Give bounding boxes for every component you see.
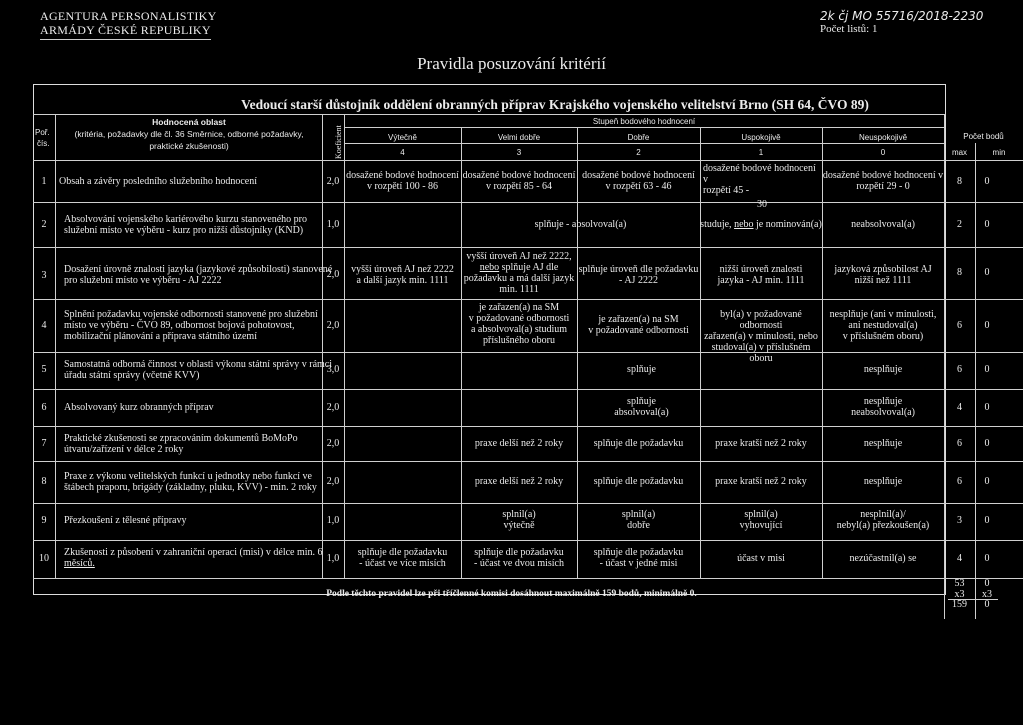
row-area: Absolvování vojenského kariérového kurzu stanoveného pro služební místo ve výběru - kurz pro nižší důstojníky (KND) <box>64 214 307 236</box>
row-4-degree-2: je zařazen(a) na SM v požadované odbornosti <box>588 314 689 336</box>
row-number: 10 <box>39 553 49 564</box>
grid-line <box>975 143 976 619</box>
row-koef: 1,0 <box>326 515 340 526</box>
row-3-degree-1: nižší úroveň znalosti jazyka - AJ min. 1111 <box>717 264 805 286</box>
row-min: 0 <box>984 219 990 230</box>
row-2-degree-3: splňuje - absolvoval(a) <box>534 219 627 230</box>
multiplier-min: x3 <box>982 589 992 600</box>
row-8-degree-0: nesplňuje <box>863 476 903 487</box>
row-3-degree-4: vyšší úroveň AJ než 2222 a další jazyk min. 1111 <box>351 264 454 286</box>
row-max: 6 <box>957 364 962 375</box>
row-min: 0 <box>984 364 990 375</box>
row-koef: 2,0 <box>326 438 340 449</box>
row-koef: 3,0 <box>326 364 340 375</box>
row-2-degree-0: neabsolvoval(a) <box>851 219 915 230</box>
row-max: 6 <box>957 320 962 331</box>
row-4-degree-3: je zařazen(a) na SM v požadované odbornosti a absolvoval(a) studium příslušného oboru <box>468 302 570 346</box>
row-number: 9 <box>41 515 47 526</box>
header-cis: čís. <box>37 139 50 148</box>
grid-line <box>33 352 1023 353</box>
row-koef: 1,0 <box>326 219 340 230</box>
header-degree-2: Dobře <box>627 133 650 142</box>
attachment-reference <box>820 9 983 23</box>
row-min: 0 <box>984 553 990 564</box>
header-area-line2: (kritéria, požadavky dle čl. 36 Směrnice, odborné požadavky, <box>74 129 304 139</box>
page-count: Počet listů: 1 <box>820 23 878 35</box>
header-points-0: 0 <box>880 148 886 157</box>
row-5-degree-2: splňuje <box>627 364 656 375</box>
row-area: Praktické zkušenosti se zpracováním dokumentů BoMoPo útvaru/zařízení v délce 2 roky <box>64 433 298 455</box>
row-number: 2 <box>41 219 47 230</box>
row-8-degree-1: praxe kratší než 2 roky <box>715 476 807 487</box>
org-line-1: AGENTURA PERSONALISTIKY <box>40 9 217 23</box>
header-points-2: 2 <box>636 148 641 157</box>
row-area: Přezkoušení z tělesné přípravy <box>64 515 187 526</box>
row-2-degree-1: studuje, nebo je nominován(a) <box>700 219 822 230</box>
row-3-degree-3: vyšší úroveň AJ než 2222, nebo splňuje AJ dle požadavku a má další jazyk min. 1111 <box>463 251 575 295</box>
document-title: Pravidla posuzování kritérií <box>417 54 606 73</box>
row-area: Absolvovaný kurz obranných příprav <box>64 402 214 413</box>
footer-note: Podle těchto pravidel lze při tříčlenné komisi dosáhnout maximálně 159 bodů, minimálně 0. <box>326 589 697 599</box>
row-max: 8 <box>957 176 962 187</box>
row-9-degree-2: splnil(a) dobře <box>621 509 656 531</box>
row-max: 4 <box>957 553 962 564</box>
row-koef: 2,0 <box>326 402 340 413</box>
row-6-degree-2: splňuje absolvoval(a) <box>614 396 669 418</box>
row-number: 1 <box>41 176 47 187</box>
row-1-degree-1: dosažené bodové hodnocení v rozpětí 45 - 30 <box>703 163 816 210</box>
header-max: max <box>951 148 968 157</box>
row-number: 3 <box>41 270 47 281</box>
row-9-degree-0: nesplnil(a)/ nebyl(a) přezkoušen(a) <box>836 509 930 531</box>
row-7-degree-2: splňuje dle požadavku <box>593 438 684 449</box>
row-number: 7 <box>41 438 47 449</box>
row-min: 0 <box>984 515 990 526</box>
grid-line <box>33 426 1023 427</box>
row-8-degree-2: splňuje dle požadavku <box>593 476 684 487</box>
header-points-title: Počet bodů <box>963 132 1004 141</box>
grid-line <box>344 143 944 144</box>
header-area-line3: praktické zkušenosti) <box>149 141 229 151</box>
row-9-degree-1: splnil(a) vyhovující <box>739 509 783 531</box>
header-points-3: 3 <box>516 148 522 157</box>
row-min: 0 <box>984 320 990 331</box>
header-degree-1: Uspokojivě <box>741 133 781 142</box>
total-min: 0 <box>984 578 990 589</box>
row-max: 3 <box>957 515 962 526</box>
row-10-degree-2: splňuje dle požadavku - účast v jedné misi <box>593 547 684 569</box>
row-max: 4 <box>957 402 962 413</box>
row-8-degree-3: praxe delší než 2 roky <box>474 476 564 487</box>
row-min: 0 <box>984 476 990 487</box>
header-points-1: 1 <box>758 148 764 157</box>
row-min: 0 <box>984 402 990 413</box>
row-10-degree-3: splňuje dle požadavku - účast ve dvou misích <box>474 547 564 569</box>
grid-line <box>33 540 1023 541</box>
position-subtitle: Vedoucí starší důstojník oddělení obranných příprav Krajského vojenského velitelství Brno (SH 64, ČVO 89) <box>241 97 869 112</box>
header-area-title: Hodnocená oblast <box>152 117 226 127</box>
attachment-handwritten: 2k čj MO 55716/2018-2230 <box>820 9 984 23</box>
org-line-2: ARMÁDY ČESKÉ REPUBLIKY <box>40 23 211 40</box>
row-area: Samostatná odborná činnost v oblasti výkonu státní správy v rámci úřadu státní správy (včetně KVV) <box>64 359 333 381</box>
header-degree-4: Výtečně <box>388 133 417 142</box>
total-max: 53 <box>954 578 965 589</box>
row-max: 6 <box>957 476 962 487</box>
row-1-degree-2: dosažené bodové hodnocení v rozpětí 63 - 46 <box>582 170 695 192</box>
multiplier-max: x3 <box>954 589 965 600</box>
row-9-degree-3: splnil(a) výtečně <box>502 509 536 531</box>
row-1-degree-3: dosažené bodové hodnocení v rozpětí 85 - 64 <box>462 170 576 192</box>
grid-line <box>33 247 1023 248</box>
grid-line <box>33 461 1023 462</box>
row-number: 5 <box>41 364 47 375</box>
row-area: Obsah a závěry posledního služebního hodnocení <box>59 176 258 187</box>
row-number: 8 <box>41 476 47 487</box>
grid-line <box>33 389 1023 390</box>
row-min: 0 <box>984 267 990 278</box>
header-degree-title: Stupeň bodového hodnocení <box>592 117 696 126</box>
row-3-degree-2: splňuje úroveň dle požadavku - AJ 2222 <box>578 264 699 286</box>
row-min: 0 <box>984 176 990 187</box>
row-koef: 1,0 <box>326 553 340 564</box>
header-degree-3: Velmi dobře <box>497 133 541 142</box>
header-min: min <box>992 148 1006 157</box>
row-number: 4 <box>41 320 47 331</box>
row-1-degree-4: dosažené bodové hodnocení v rozpětí 100 - 86 <box>346 170 459 192</box>
row-area: Dosažení úrovně znalosti jazyka (jazykové způsobilosti) stanovené pro služební místo ve výběru - AJ 2222 <box>64 264 333 286</box>
row-10-degree-1: účast v misi <box>737 553 785 564</box>
grid-line <box>33 299 1023 300</box>
row-3-degree-0: jazyková způsobilost AJ nižší než 1111 <box>834 264 932 286</box>
row-number: 6 <box>41 402 47 413</box>
grand-total-min: 0 <box>984 599 990 610</box>
grand-total-max: 159 <box>952 599 967 610</box>
row-4-degree-0: nesplňuje (ani v minulosti, ani nestudoval(a) v příslušném oboru) <box>829 309 937 342</box>
row-4-degree-1: byl(a) v požadované odbornosti zařazen(a) v minulosti, nebo studoval(a) v příslušném oboru <box>704 309 818 364</box>
row-max: 6 <box>957 438 962 449</box>
row-7-degree-3: praxe delší než 2 roky <box>474 438 564 449</box>
row-6-degree-0: nesplňuje neabsolvoval(a) <box>851 396 915 418</box>
grid-line <box>33 160 1023 161</box>
row-max: 8 <box>957 267 962 278</box>
row-koef: 2,0 <box>326 320 340 331</box>
row-area: Splnění požadavku vojenské odbornosti stanovené pro služební místo ve výběru - ČVO 89, odbornost bojová pohotovost, mobilizační plánování a příprava státního území <box>64 309 318 342</box>
row-10-degree-0: nezúčastnil(a) se <box>849 553 917 564</box>
grid-line <box>33 114 944 115</box>
row-area: Zkušenosti z působení v zahraniční operaci (misi) v délce min. 6 měsíců. <box>64 547 323 569</box>
grid-line <box>55 114 56 578</box>
header-koeficient: Koeficient <box>334 125 343 159</box>
row-max: 2 <box>957 219 962 230</box>
grid-line <box>344 127 944 128</box>
row-area: Praxe z výkonu velitelských funkcí u jednotky nebo funkcí ve štábech praporu, brigády (základny, pluku, KVV) - min. 2 roky <box>64 471 317 493</box>
row-1-degree-0: dosažené bodové hodnocení v rozpětí 29 - 0 <box>822 170 944 192</box>
row-5-degree-0: nesplňuje <box>863 364 903 375</box>
row-min: 0 <box>984 438 990 449</box>
row-10-degree-4: splňuje dle požadavku - účast ve více misích <box>357 547 448 569</box>
header-points-4: 4 <box>400 148 405 157</box>
row-7-degree-0: nesplňuje <box>863 438 903 449</box>
row-7-degree-1: praxe kratší než 2 roky <box>715 438 807 449</box>
row-koef: 2,0 <box>326 269 340 280</box>
row-koef: 2,0 <box>326 476 340 487</box>
grid-line <box>33 202 1023 203</box>
header-degree-0: Neuspokojivě <box>858 133 908 142</box>
header-por: Poř. <box>35 128 50 137</box>
grid-line <box>33 503 1023 504</box>
grid-line <box>33 578 1023 579</box>
row-koef: 2,0 <box>326 176 340 187</box>
